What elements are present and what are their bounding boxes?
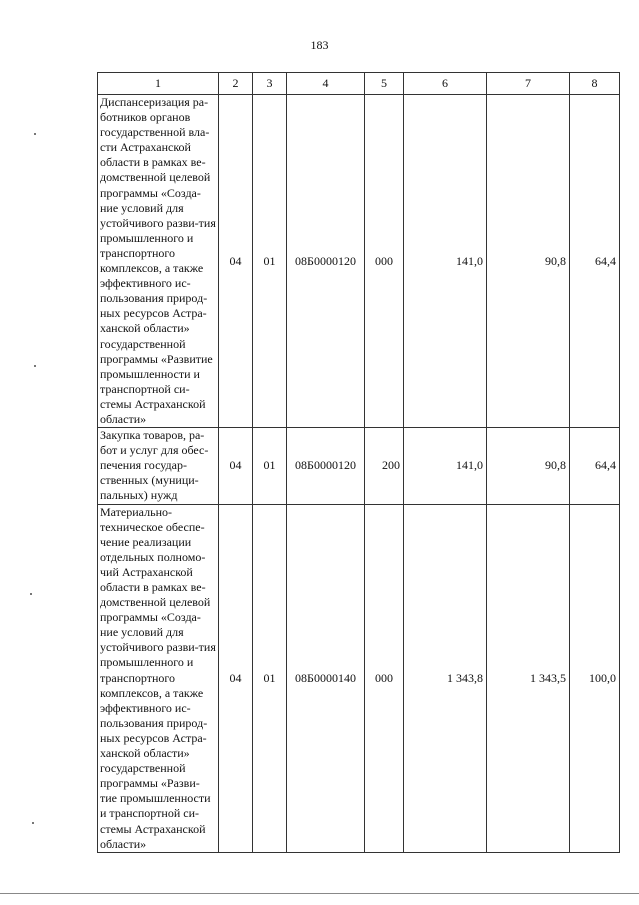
cell-section: 04 — [219, 428, 253, 504]
col-header-1: 1 — [98, 73, 219, 95]
row-description: Материально-техническое обеспе-чение реализации отдельных полномо-чий Астраханской области в рамках ве-домственной целевой программы «Созда-ние условий для устойчивого разви-тия промышленного и транспортного комплексов, а также эффективного ис-пользования природ-ных ресурсов Астра-ханской области» государственной программы «Разви-тие промышленности и транспортной си-стемы Астраханской области» — [98, 504, 219, 852]
cell-percent: 64,4 — [570, 95, 620, 428]
cell-executed: 90,8 — [487, 95, 570, 428]
cell-target-article: 08Б0000120 — [287, 428, 365, 504]
cell-percent: 64,4 — [570, 428, 620, 504]
col-header-7: 7 — [487, 73, 570, 95]
cell-subsection: 01 — [253, 428, 287, 504]
cell-planned: 1 343,8 — [404, 504, 487, 852]
cell-target-article: 08Б0000140 — [287, 504, 365, 852]
header-row — [98, 73, 620, 95]
page-bottom-rule — [0, 893, 639, 894]
cell-percent: 100,0 — [570, 504, 620, 852]
cell-target-article: 08Б0000120 — [287, 95, 365, 428]
row-description: Диспансеризация ра-ботников органов государственной вла-сти Астраханской области в рамках ве-домственной целевой программы «Созда-ние условий для устойчивого разви-тия промышленного и транспортного комплексов, а также эффективного ис-пользования природ-ных ресурсов Астра-ханской области» государственной программы «Развитие промышленности и транспортной си-стемы Астраханской области» — [98, 95, 219, 428]
table-row — [98, 504, 620, 852]
scan-dot — [34, 133, 36, 135]
row-description: Закупка товаров, ра-бот и услуг для обес-печения государ-ственных (муници-пальных) нужд — [98, 428, 219, 504]
cell-section: 04 — [219, 504, 253, 852]
scan-dot — [30, 593, 32, 595]
cell-planned: 141,0 — [404, 95, 487, 428]
col-header-4: 4 — [287, 73, 365, 95]
col-header-8: 8 — [570, 73, 620, 95]
scan-dot — [34, 365, 36, 367]
scan-dot — [32, 822, 34, 824]
cell-executed: 90,8 — [487, 428, 570, 504]
cell-expense-type: 000 — [365, 95, 404, 428]
cell-subsection: 01 — [253, 504, 287, 852]
cell-subsection: 01 — [253, 95, 287, 428]
budget-table — [97, 72, 620, 853]
table-row — [98, 428, 620, 504]
cell-section: 04 — [219, 95, 253, 428]
table-row — [98, 95, 620, 428]
col-header-5: 5 — [365, 73, 404, 95]
cell-executed: 1 343,5 — [487, 504, 570, 852]
cell-expense-type: 000 — [365, 504, 404, 852]
page-number: 183 — [310, 38, 329, 52]
cell-expense-type: 200 — [365, 428, 404, 504]
col-header-2: 2 — [219, 73, 253, 95]
cell-planned: 141,0 — [404, 428, 487, 504]
col-header-6: 6 — [404, 73, 487, 95]
col-header-3: 3 — [253, 73, 287, 95]
